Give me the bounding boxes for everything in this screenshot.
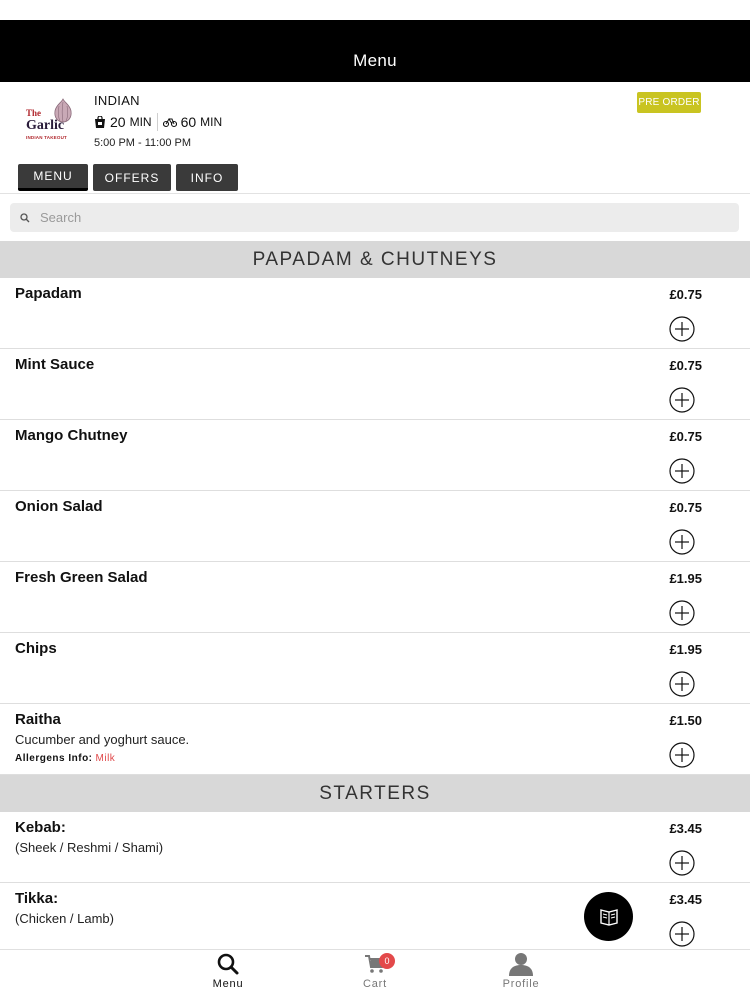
opening-hours: 5:00 PM - 11:00 PM [94,137,192,149]
item-price: £0.75 [669,500,702,515]
item-price: £0.75 [669,429,702,444]
cuisine-label: INDIAN [94,93,140,108]
item-name: Fresh Green Salad [15,569,148,586]
tab-offers[interactable]: OFFERS [93,164,171,191]
section-header-starters: STARTERS [0,775,750,812]
item-price: £0.75 [669,287,702,302]
menu-item[interactable] [0,278,750,349]
profile-icon [508,952,534,976]
allergen-value: Milk [95,753,116,764]
search-field[interactable] [10,203,739,232]
item-description: (Chicken / Lamb) [15,911,114,926]
delivery-times [94,113,222,131]
add-plus-icon[interactable] [669,458,695,484]
preorder-badge[interactable]: PRE ORDER [637,92,701,113]
nav-menu-label: Menu [212,978,244,990]
tab-menu[interactable]: MENU [18,164,88,191]
restaurant-logo [22,94,84,146]
search-bar [0,194,750,240]
nav-cart[interactable] [335,952,415,998]
menu-item[interactable] [0,420,750,491]
menu-item[interactable] [0,883,750,949]
nav-profile[interactable] [481,952,561,998]
page-title: Menu [353,51,397,70]
add-plus-icon[interactable] [669,742,695,768]
logo-subtitle: INDIAN TAKEOUT [26,135,67,140]
title-bar [0,20,750,82]
logo-name: Garlic [26,118,65,133]
collection-minutes: 20 [110,114,126,130]
status-bar [0,0,750,20]
search-icon [216,952,240,976]
item-name: Mango Chutney [15,427,128,444]
delivery-minutes: 60 [180,114,197,130]
menu-item[interactable] [0,491,750,562]
item-name: Chips [15,640,57,657]
menu-item[interactable] [0,349,750,420]
add-plus-icon[interactable] [669,316,695,342]
item-name: Raitha [15,711,61,728]
add-plus-icon[interactable] [669,671,695,697]
allergen-info [15,753,115,764]
add-plus-icon[interactable] [669,921,695,947]
menu-item[interactable] [0,633,750,704]
bottom-nav [0,949,750,1000]
bike-icon [163,116,177,128]
allergen-label: Allergens Info: [15,753,93,764]
collection-time [94,114,152,130]
restaurant-header [0,82,750,194]
item-price: £1.50 [669,713,702,728]
item-price: £3.45 [669,892,702,907]
restaurant-tabs [18,164,238,191]
item-name: Mint Sauce [15,356,95,373]
item-description: (Sheek / Reshmi / Shami) [15,840,164,855]
logo-the: The [26,108,42,118]
nav-profile-label: Profile [502,978,540,990]
add-plus-icon[interactable] [669,600,695,626]
item-price: £1.95 [669,571,702,586]
add-plus-icon[interactable] [669,850,695,876]
add-plus-icon[interactable] [669,529,695,555]
item-name: Tikka: [15,890,59,907]
time-divider [157,113,158,131]
menu-book-button[interactable] [584,892,633,941]
item-price: £0.75 [669,358,702,373]
menu-item[interactable] [0,704,750,775]
item-description: Cucumber and yoghurt sauce. [15,732,190,747]
bag-icon [94,116,106,129]
section-header-papadam: PAPADAM & CHUTNEYS [0,241,750,278]
collection-unit: MIN [129,115,152,129]
item-price: £1.95 [669,642,702,657]
add-plus-icon[interactable] [669,387,695,413]
item-name: Onion Salad [15,498,103,515]
book-icon [599,908,619,926]
search-icon [20,213,30,223]
delivery-unit: MIN [200,115,223,129]
nav-menu[interactable] [188,952,268,998]
menu-item[interactable] [0,812,750,883]
menu-item[interactable] [0,562,750,633]
search-input[interactable] [40,210,690,225]
menu-list [0,241,750,949]
item-name: Papadam [15,285,82,302]
item-name: Kebab: [15,819,66,836]
nav-cart-label: Cart [363,978,387,990]
delivery-time [163,114,223,130]
tab-info[interactable]: INFO [176,164,238,191]
cart-count-badge: 0 [379,953,395,969]
item-price: £3.45 [669,821,702,836]
